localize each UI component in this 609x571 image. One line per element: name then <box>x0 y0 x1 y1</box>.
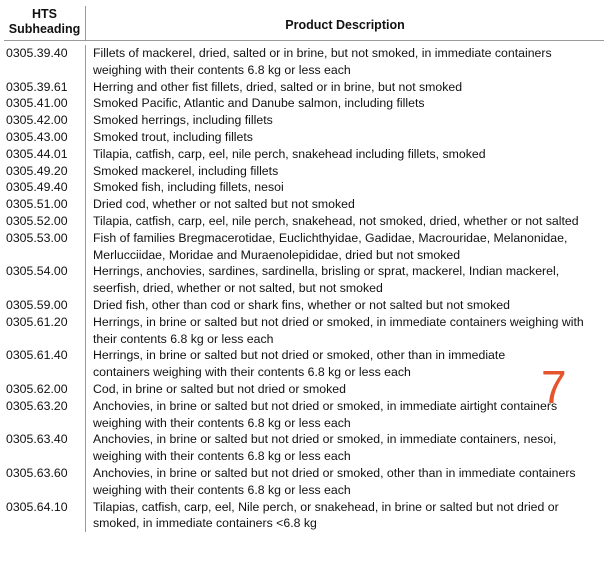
description-cell: Tilapias, catfish, carp, eel, Nile perch, or snakehead, in brine or salted but not dried or smoked, in immediate containers <6.8 kg <box>93 499 559 531</box>
hts-code-cell: 0305.62.00 <box>4 381 86 398</box>
table-row <box>4 45 604 79</box>
table-row <box>4 129 604 146</box>
description-cell: Tilapia, catfish, carp, eel, nile perch, snakehead including fillets, smoked <box>93 146 486 161</box>
hts-code-cell: 0305.49.20 <box>4 163 86 180</box>
hts-code-cell: 0305.51.00 <box>4 196 86 213</box>
description-cell: Smoked Pacific, Atlantic and Danube salmon, including fillets <box>93 96 425 111</box>
table-row <box>4 196 604 213</box>
description-cell: Anchovies, in brine or salted but not dried or smoked, in immediate containers, nesoi, weighing with their contents 6.8 kg or less each <box>93 432 557 464</box>
table-row <box>4 499 604 533</box>
hts-code-cell: 0305.39.61 <box>4 79 86 96</box>
table-row <box>4 79 604 96</box>
table-body <box>4 45 604 532</box>
table-row <box>4 431 604 465</box>
description-cell: Dried cod, whether or not salted but not smoked <box>93 197 355 212</box>
hts-code-cell: 0305.43.00 <box>4 129 86 146</box>
hts-code-cell: 0305.53.00 <box>4 230 86 264</box>
hts-code-cell: 0305.42.00 <box>4 112 86 129</box>
hts-code-cell: 0305.64.10 <box>4 499 86 533</box>
description-cell: Herring and other fist fillets, dried, salted or in brine, but not smoked <box>93 79 463 94</box>
description-cell: Smoked fish, including fillets, nesoi <box>93 180 284 195</box>
header-hts-label: HTS <box>32 7 57 21</box>
description-cell: Herrings, in brine or salted but not dried or smoked, in immediate containers weighing with their contents 6.8 kg or less each <box>93 314 584 346</box>
description-cell: Herrings, in brine or salted but not dried or smoked, other than in immediate containers weighing with their contents 6.8 kg or less each <box>93 348 506 380</box>
hts-code-cell: 0305.41.00 <box>4 95 86 112</box>
description-cell: Dried fish, other than cod or shark fins, whether or not salted but not smoked <box>93 297 510 312</box>
description-cell: Cod, in brine or salted but not dried or smoked <box>93 381 346 396</box>
table-row <box>4 179 604 196</box>
hts-code-cell: 0305.61.20 <box>4 314 86 348</box>
hts-code-cell: 0305.52.00 <box>4 213 86 230</box>
table-row <box>4 112 604 129</box>
page-number: 7 <box>541 361 567 413</box>
description-cell: Anchovies, in brine or salted but not dried or smoked, other than in immediate containers weighing with their contents 6.8 kg or less each <box>93 465 576 497</box>
hts-code-cell: 0305.63.60 <box>4 465 86 499</box>
description-cell: Anchovies, in brine or salted but not dried or smoked, in immediate airtight containers weighing with their contents 6.8 kg or less each <box>93 398 558 430</box>
table-row <box>4 163 604 180</box>
hts-code-cell: 0305.61.40 <box>4 347 86 381</box>
table-row <box>4 347 604 381</box>
hts-code-cell: 0305.54.00 <box>4 263 86 297</box>
description-cell: Fish of families Bregmacerotidae, Euclichthyidae, Gadidae, Macrouridae, Melanonidae, Merlucciidae, Moridae and Muraenolepididae, dried but not smoked <box>93 230 568 262</box>
hts-code-cell: 0305.44.01 <box>4 146 86 163</box>
table-row <box>4 398 604 432</box>
description-cell: Tilapia, catfish, carp, eel, nile perch, snakehead, not smoked, dried, whether or not salted <box>93 213 579 228</box>
description-cell: Smoked trout, including fillets <box>93 129 253 144</box>
hts-code-cell: 0305.39.40 <box>4 45 86 79</box>
description-cell: Smoked mackerel, including fillets <box>93 163 279 178</box>
table-row <box>4 297 604 314</box>
description-cell: Fillets of mackerel, dried, salted or in brine, but not smoked, in immediate containers weighing with their contents 6.8 kg or less each <box>93 46 552 77</box>
table-row <box>4 146 604 163</box>
table-row <box>4 95 604 112</box>
table-row <box>4 230 604 264</box>
table-row <box>4 465 604 499</box>
table-header <box>4 6 604 41</box>
table-row <box>4 314 604 348</box>
description-cell: Herrings, anchovies, sardines, sardinella, brisling or sprat, mackerel, Indian mackerel, seerfish, dried, whether or not salted, but not smoked <box>93 264 560 296</box>
header-subheading-label: Subheading <box>8 22 81 36</box>
hts-code-cell: 0305.59.00 <box>4 297 86 314</box>
table-row <box>4 263 604 297</box>
hts-table <box>4 6 604 532</box>
hts-code-cell: 0305.63.40 <box>4 431 86 465</box>
hts-code-cell: 0305.49.40 <box>4 179 86 196</box>
table-row <box>4 381 604 398</box>
table-row <box>4 213 604 230</box>
hts-subheading-header <box>4 6 86 40</box>
description-cell: Smoked herrings, including fillets <box>93 113 273 128</box>
product-description-header: Product Description <box>285 18 405 32</box>
hts-code-cell: 0305.63.20 <box>4 398 86 432</box>
